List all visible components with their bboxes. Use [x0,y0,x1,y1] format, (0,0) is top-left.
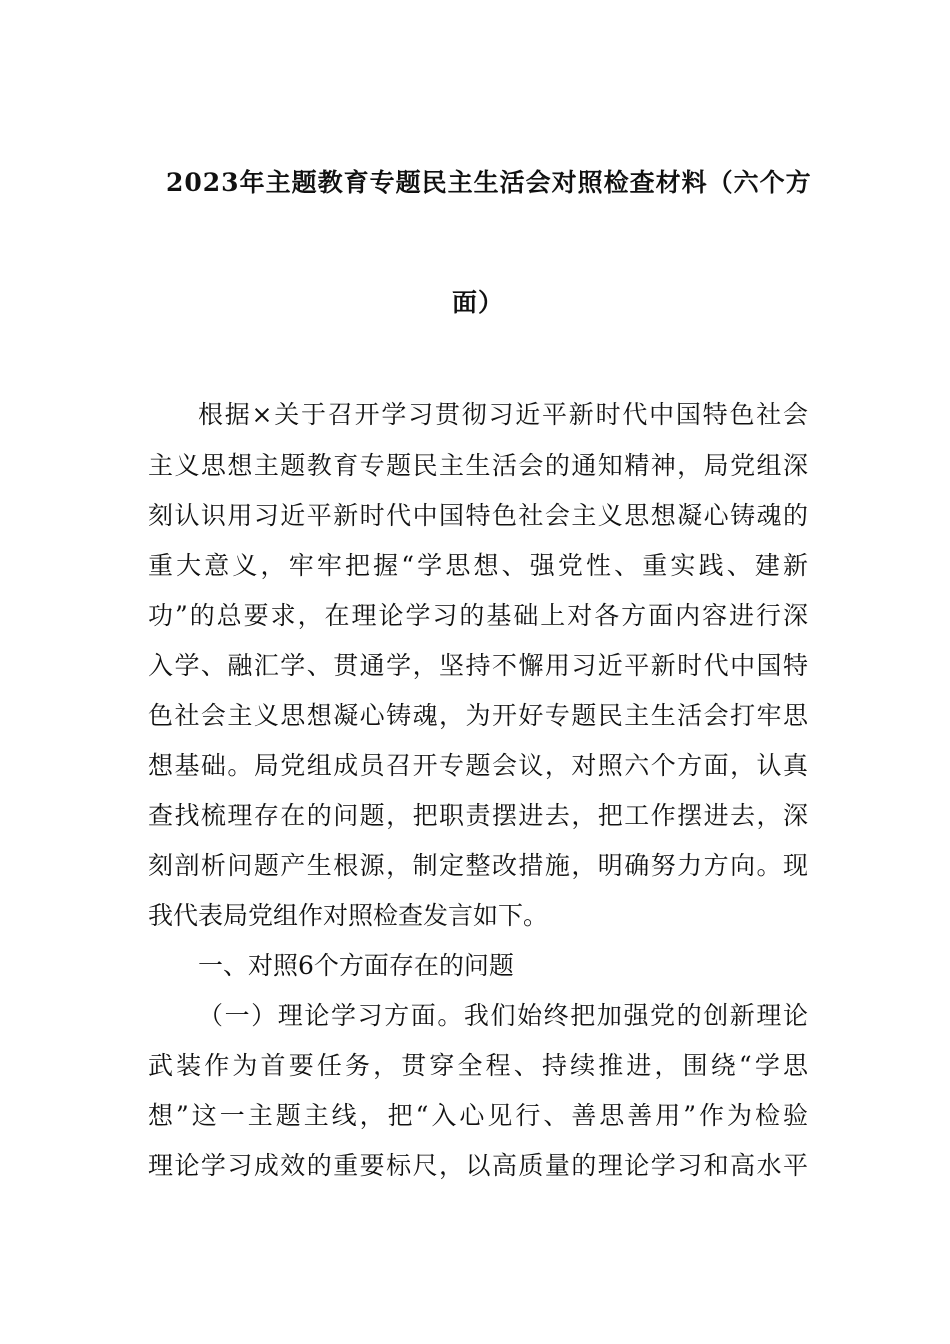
paragraph-line: 想”这一主题主线，把“入心见行、善思善用”作为检验 [148,1101,808,1130]
paragraph-line: 重大意义，牢牢把握“学思想、强党性、重实践、建新 [148,551,808,580]
document-title-line-2: 面） [452,288,505,317]
paragraph-line: 根据×关于召开学习贯彻习近平新时代中国特色社会 [198,400,808,429]
paragraph-line: 理论学习成效的重要标尺，以高质量的理论学习和高水平 [148,1151,808,1180]
paragraph-line: 刻认识用习近平新时代中国特色社会主义思想凝心铸魂的 [148,501,808,530]
paragraph-line: （一）理论学习方面。我们始终把加强党的创新理论 [198,1001,808,1030]
section-heading: 一、对照6个方面存在的问题 [198,951,514,980]
paragraph-line: 功”的总要求，在理论学习的基础上对各方面内容进行深 [148,601,808,630]
document-title-line-1: 2023年主题教育专题民主生活会对照检查材料（六个方 [166,168,812,197]
paragraph-line: 刻剖析问题产生根源，制定整改措施，明确努力方向。现 [148,851,808,880]
paragraph-line: 入学、融汇学、贯通学，坚持不懈用习近平新时代中国特 [148,651,808,680]
paragraph-line: 我代表局党组作对照检查发言如下。 [148,901,549,930]
paragraph-line: 想基础。局党组成员召开专题会议，对照六个方面，认真 [148,751,808,780]
paragraph-line: 色社会主义思想凝心铸魂，为开好专题民主生活会打牢思 [148,701,808,730]
paragraph-line: 查找梳理存在的问题，把职责摆进去，把工作摆进去，深 [148,801,808,830]
paragraph-line: 武装作为首要任务，贯穿全程、持续推进，围绕“学思 [148,1051,808,1080]
paragraph-line: 主义思想主题教育专题民主生活会的通知精神，局党组深 [148,451,808,480]
